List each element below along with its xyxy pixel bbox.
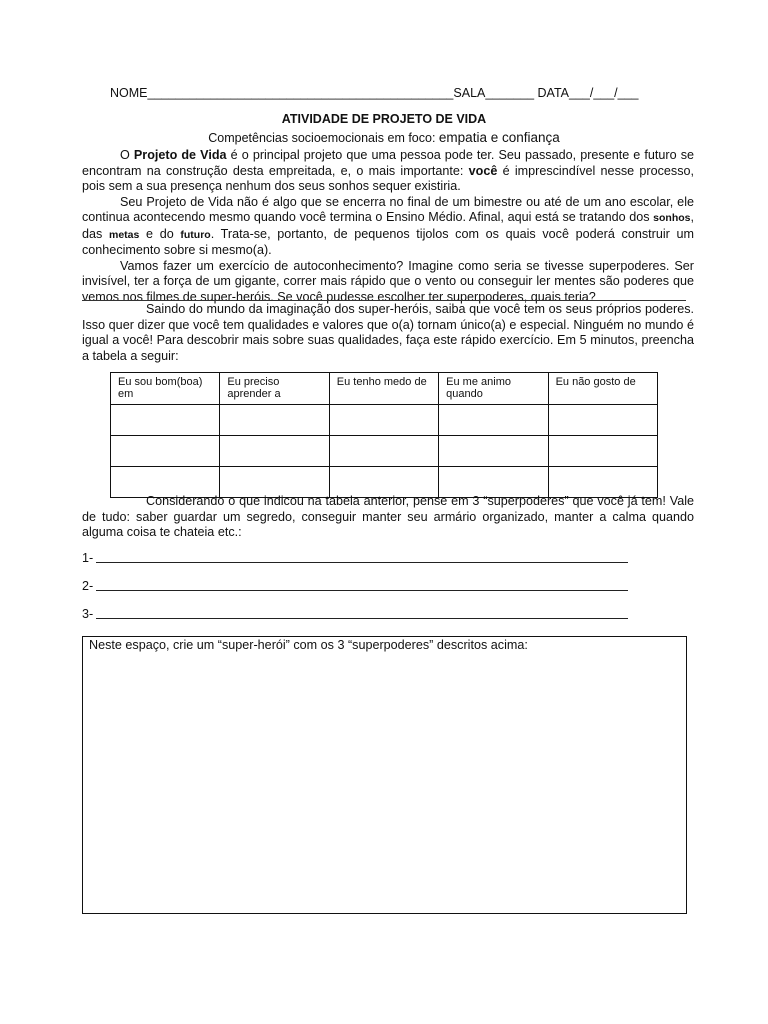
p2-bold-metas: metas — [108, 228, 140, 241]
table-cell[interactable] — [329, 467, 438, 498]
answer-field-1[interactable] — [96, 562, 628, 563]
answer-line-3 — [82, 607, 628, 621]
data-label: DATA — [537, 86, 569, 100]
answer-number-3: 3- — [82, 607, 94, 621]
drawing-box-prompt: Neste espaço, crie um “super-herói” com os 3 “superpoderes” descritos acima: — [89, 638, 528, 652]
answer-number-2: 2- — [82, 579, 94, 593]
table-row — [111, 467, 658, 498]
p2-bold-sonhos: sonhos — [653, 212, 691, 224]
table-header-nao-gosto: Eu não gosto de — [548, 373, 657, 405]
table-row — [111, 436, 658, 467]
table-cell[interactable] — [548, 467, 657, 498]
p1-text-c: é imprescindível nesse processo, pois sem a sua presença nenhum dos seus sonhos sequer existiria. — [82, 163, 694, 193]
p1-bold-projeto: Projeto de Vida — [133, 148, 227, 162]
table-cell[interactable] — [548, 405, 657, 436]
intro-text — [82, 148, 694, 305]
table-cell[interactable] — [329, 405, 438, 436]
paragraph-3: Vamos fazer um exercício de autoconhecimento? Imagine como seria se tivesse superpoderes. Ser invisível, ter a força de um gigante, correr mais rápido que o vento ou conseguir ler mentes são poderes que vemos nos filmes de super-heróis. Se você pudesse escolher ter superpoderes, quais teria? — [82, 258, 694, 304]
page-title: ATIVIDADE DE PROJETO DE VIDA — [281, 112, 487, 126]
answer-field-2[interactable] — [96, 590, 628, 591]
table-header-medo-de: Eu tenho medo de — [329, 373, 438, 405]
subtitle-prefix: Competências socioemocionais em foco: — [208, 131, 436, 145]
student-info-line — [110, 86, 639, 100]
answer-line-1 — [82, 551, 628, 565]
paragraph-5: Considerando o que indicou na tabela anterior, pense em 3 “superpoderes” que você já tem! Vale de tudo: saber guardar um segredo, conseguir manter seu armário organizado, manter a calma quando alguma coisa te chateia etc.: — [82, 494, 694, 539]
table-header-preciso-aprender: Eu preciso aprender a — [220, 373, 329, 405]
paragraph-2 — [82, 195, 694, 259]
answer-line-2 — [82, 579, 628, 593]
table-header-bom-em: Eu sou bom(boa) em — [111, 373, 220, 405]
table-header-row — [111, 373, 658, 405]
table-cell[interactable] — [548, 436, 657, 467]
p1-text-a: O — [120, 148, 134, 162]
table-cell[interactable] — [329, 436, 438, 467]
p2-text-d: . Trata-se, portanto, de pequenos tijolos com os quais você poderá construir um conhecimento sobre si mesmo(a). — [82, 226, 694, 257]
table-cell[interactable] — [220, 467, 329, 498]
superhero-drawing-box[interactable] — [82, 636, 687, 914]
nome-field[interactable]: ____________________________________________ — [147, 86, 454, 100]
p2-text-a: Seu Projeto de Vida não é algo que se encerra no final de um bimestre ou até de um ano escolar, ele continua acontecendo mesmo quando você termina o Ensino Médio. Afinal, aqui está se tratando dos — [82, 194, 694, 224]
sala-label: SALA — [453, 86, 486, 100]
paragraph-4: Saindo do mundo da imaginação dos super-heróis, saiba que você tem os seus próprios poderes. Isso quer dizer que você tem qualidades e valores que o(a) tornam único(a) e especial. Ninguém no mundo é igual a você! Para descobrir mais sobre suas qualidades, faça este rápido exercício. Em 5 minutos, preencha a tabela a seguir: — [82, 302, 694, 363]
table-cell[interactable] — [111, 467, 220, 498]
table-cell[interactable] — [439, 467, 548, 498]
table-cell[interactable] — [439, 405, 548, 436]
superpower-answer-line[interactable] — [82, 300, 686, 301]
answer-number-1: 1- — [82, 551, 94, 565]
table-cell[interactable] — [439, 436, 548, 467]
paragraph-1 — [82, 148, 694, 195]
p1-bold-voce: você — [468, 163, 498, 178]
page-subtitle — [0, 130, 768, 145]
p2-text-c: e do — [139, 226, 181, 241]
answer-field-3[interactable] — [96, 618, 628, 619]
data-field[interactable]: ___/___/___ — [569, 86, 639, 100]
nome-label: NOME — [110, 86, 148, 100]
p2-bold-futuro: futuro — [180, 228, 211, 241]
subtitle-focus: empatia e confiança — [438, 130, 560, 145]
table-cell[interactable] — [220, 436, 329, 467]
p2-text-b: , das — [82, 210, 694, 241]
table-cell[interactable] — [111, 405, 220, 436]
qualities-text — [82, 302, 694, 364]
table-header-me-animo: Eu me animo quando — [439, 373, 548, 405]
table-cell[interactable] — [111, 436, 220, 467]
p1-text-b: é o principal projeto que uma pessoa pode ter. Seu passado, presente e futuro se encontram na construção desta empreitada, e, o mais importante: — [82, 148, 695, 178]
table-row — [111, 405, 658, 436]
qualities-table — [110, 372, 658, 498]
superpowers-text — [82, 494, 694, 541]
table-cell[interactable] — [220, 405, 329, 436]
sala-field[interactable]: _______ — [485, 86, 535, 100]
